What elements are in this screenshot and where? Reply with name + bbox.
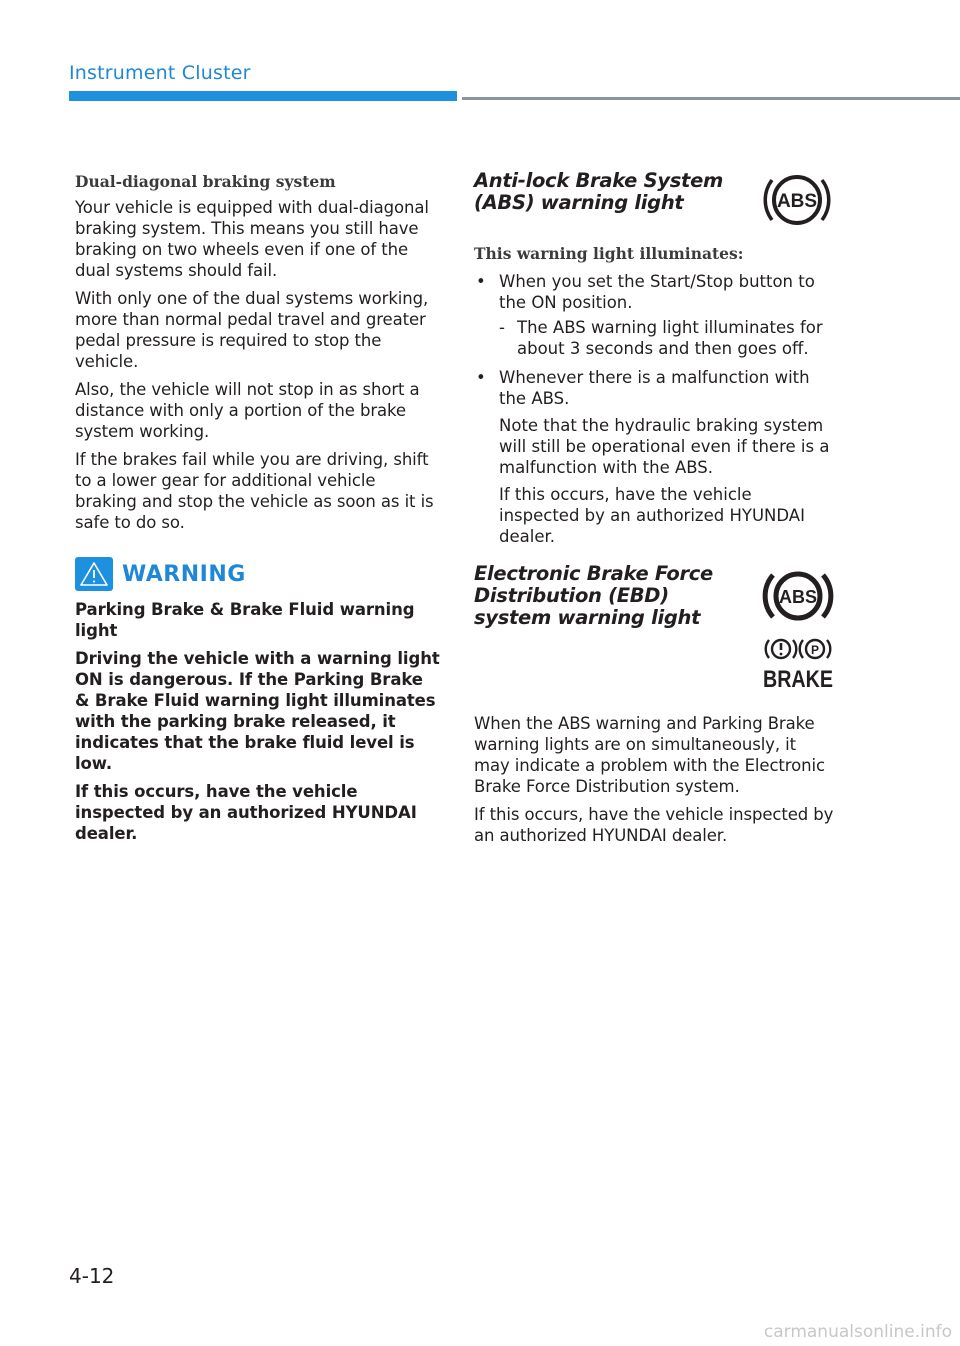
warning-paragraph: If this occurs, have the vehicle inspected by an authorized HYUNDAI dealer. <box>75 782 417 843</box>
warning-triangle-icon <box>75 557 113 591</box>
sub-item <box>499 317 836 359</box>
bullet-paragraph: If this occurs, have the vehicle inspected by an authorized HYUNDAI dealer. <box>499 485 805 546</box>
section-title: Instrument Cluster <box>69 62 251 84</box>
list-item <box>474 271 836 359</box>
warning-paragraph: Parking Brake & Brake Fluid warning light <box>75 600 415 640</box>
paragraph: With only one of the dual systems working, more than normal pedal travel and greater pedal pressure is required to stop the vehicle. <box>75 289 429 371</box>
list-item <box>474 367 836 547</box>
brake-icon-label: BRAKE <box>763 666 833 693</box>
warning-header <box>75 555 441 593</box>
paragraph: Your vehicle is equipped with dual-diagonal braking system. This means you still have braking on two wheels even if one of the dual systems should fail. <box>75 198 429 280</box>
abs-intro: This warning light illuminates: <box>474 244 744 263</box>
svg-text:P: P <box>810 643 820 657</box>
paragraph: If the brakes fail while you are driving, shift to a lower gear for additional vehicle braking and stop the vehicle as soon as it is safe to do so. <box>75 450 434 532</box>
warning-paragraph: Driving the vehicle with a warning light ON is dangerous. If the Parking Brake & Brake Fluid warning light illuminates with the parking brake released, it indicates that the brake fluid level is low. <box>75 649 440 773</box>
warning-title: WARNING <box>122 561 246 587</box>
header-rule-accent <box>69 91 457 101</box>
abs-section-header <box>474 170 836 240</box>
warning-box <box>75 555 441 844</box>
ebd-section-header <box>474 563 836 713</box>
bullet-paragraph: Note that the hydraulic braking system will still be operational even if there is a malfunction with the ABS. <box>499 416 830 477</box>
dash-marker: - <box>499 318 505 337</box>
bullet-text: Whenever there is a malfunction with the ABS. <box>499 368 810 408</box>
abs-warning-icon <box>760 168 834 236</box>
brake-warning-icon <box>762 637 834 693</box>
watermark: carmanualsonline.info <box>763 1322 952 1342</box>
abs-icon-label: ABS <box>776 191 818 212</box>
ebd-section-title: Electronic Brake Force Distribution (EBD) system warning light <box>474 562 713 629</box>
paragraph: When the ABS warning and Parking Brake warning lights are on simultaneously, it may indicate a problem with the Electronic Brake Force Distribution system. <box>474 714 825 796</box>
warning-text <box>75 599 441 844</box>
bullet-text: When you set the Start/Stop button to the ON position. <box>499 272 815 312</box>
abs-bullet-list <box>474 271 836 547</box>
header-rule <box>462 97 960 100</box>
abs-warning-icon <box>762 565 834 631</box>
right-column <box>474 170 836 853</box>
left-column <box>75 172 441 851</box>
subsection-heading: Dual-diagonal braking system <box>75 172 336 191</box>
sub-item-text: The ABS warning light illuminates for about 3 seconds and then goes off. <box>517 318 823 358</box>
paragraph: Also, the vehicle will not stop in as short a distance with only a portion of the brake system working. <box>75 380 420 441</box>
ebd-abs-icon-label: ABS <box>778 587 818 607</box>
abs-section-title: Anti-lock Brake System (ABS) warning light <box>474 169 724 214</box>
page-number: 4-12 <box>69 1264 115 1288</box>
paragraph: If this occurs, have the vehicle inspected by an authorized HYUNDAI dealer. <box>474 805 834 845</box>
